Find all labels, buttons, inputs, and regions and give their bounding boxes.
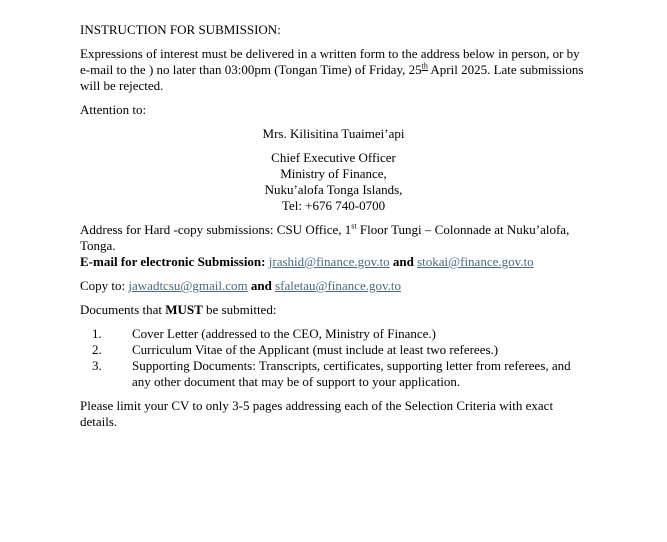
documents-heading-after: be submitted: [202,302,277,317]
attention-label: Attention to: [80,102,147,117]
list-number: 1. [92,326,102,341]
recipient-line-ministry: Ministry of Finance, [280,166,387,181]
floor-ordinal-superscript: st [351,221,357,231]
documents-heading-before: Documents that [80,302,166,317]
intro-text-before: Expressions of interest must be delivered in a written form to the address below in person, or by e-mail to the ) no later than 03:00pm (Tongan Time) of Friday, 25 [80,46,580,77]
submission-address-paragraph [80,222,587,270]
email-link-jrashid[interactable]: jrashid@finance.gov.to [268,254,390,269]
copy-to-label: Copy to: [80,278,129,293]
recipient-address-block [80,150,587,214]
email-link-stokai[interactable]: stokai@finance.gov.to [417,254,534,269]
recipient-line-phone: Tel: +676 740-0700 [281,198,386,213]
email-link-jawadtcsu[interactable]: jawadtcsu@gmail.com [128,278,248,293]
copy-connector: and [247,278,276,293]
email-submission-label: E-mail for electronic Submission: [80,254,269,269]
hardcopy-text-before: Address for Hard -copy submissions: CSU Office, 1 [80,222,352,237]
intro-paragraph [80,46,587,94]
list-number: 2. [92,342,102,357]
recipient-line-title: Chief Executive Officer [271,150,396,165]
list-text: Cover Letter (addressed to the CEO, Ministry of Finance.) [132,326,436,341]
list-item-supporting-documents [80,358,587,390]
intro-text-after: April 2025. Late submissions will be rejected. [80,62,584,93]
attention-name: Mrs. Kilisitina Tuaimei’api [262,126,405,141]
list-item-curriculum-vitae [80,342,587,358]
list-text: Supporting Documents: Transcripts, certificates, supporting letter from referees, and any other document that may be of support to your application. [132,358,571,389]
documents-heading [80,302,587,318]
email-link-sfaletau[interactable]: sfaletau@finance.gov.to [275,278,401,293]
list-item-cover-letter [80,326,587,342]
date-ordinal-superscript: th [421,61,428,71]
document-title: INSTRUCTION FOR SUBMISSION: [80,22,281,37]
copy-to-line [80,278,587,294]
recipient-line-city: Nuku’alofa Tonga Islands, [264,182,403,197]
required-documents-list [80,326,587,390]
closing-note: Please limit your CV to only 3-5 pages addressing each of the Selection Criteria with exact details. [80,398,554,429]
documents-heading-must: MUST [165,302,203,317]
list-number: 3. [92,358,102,373]
email-connector: and [389,254,418,269]
list-text: Curriculum Vitae of the Applicant (must include at least two referees.) [132,342,499,357]
hardcopy-text-after: Floor Tungi – Colonnade at Nuku’alofa, Tonga. [80,222,570,253]
